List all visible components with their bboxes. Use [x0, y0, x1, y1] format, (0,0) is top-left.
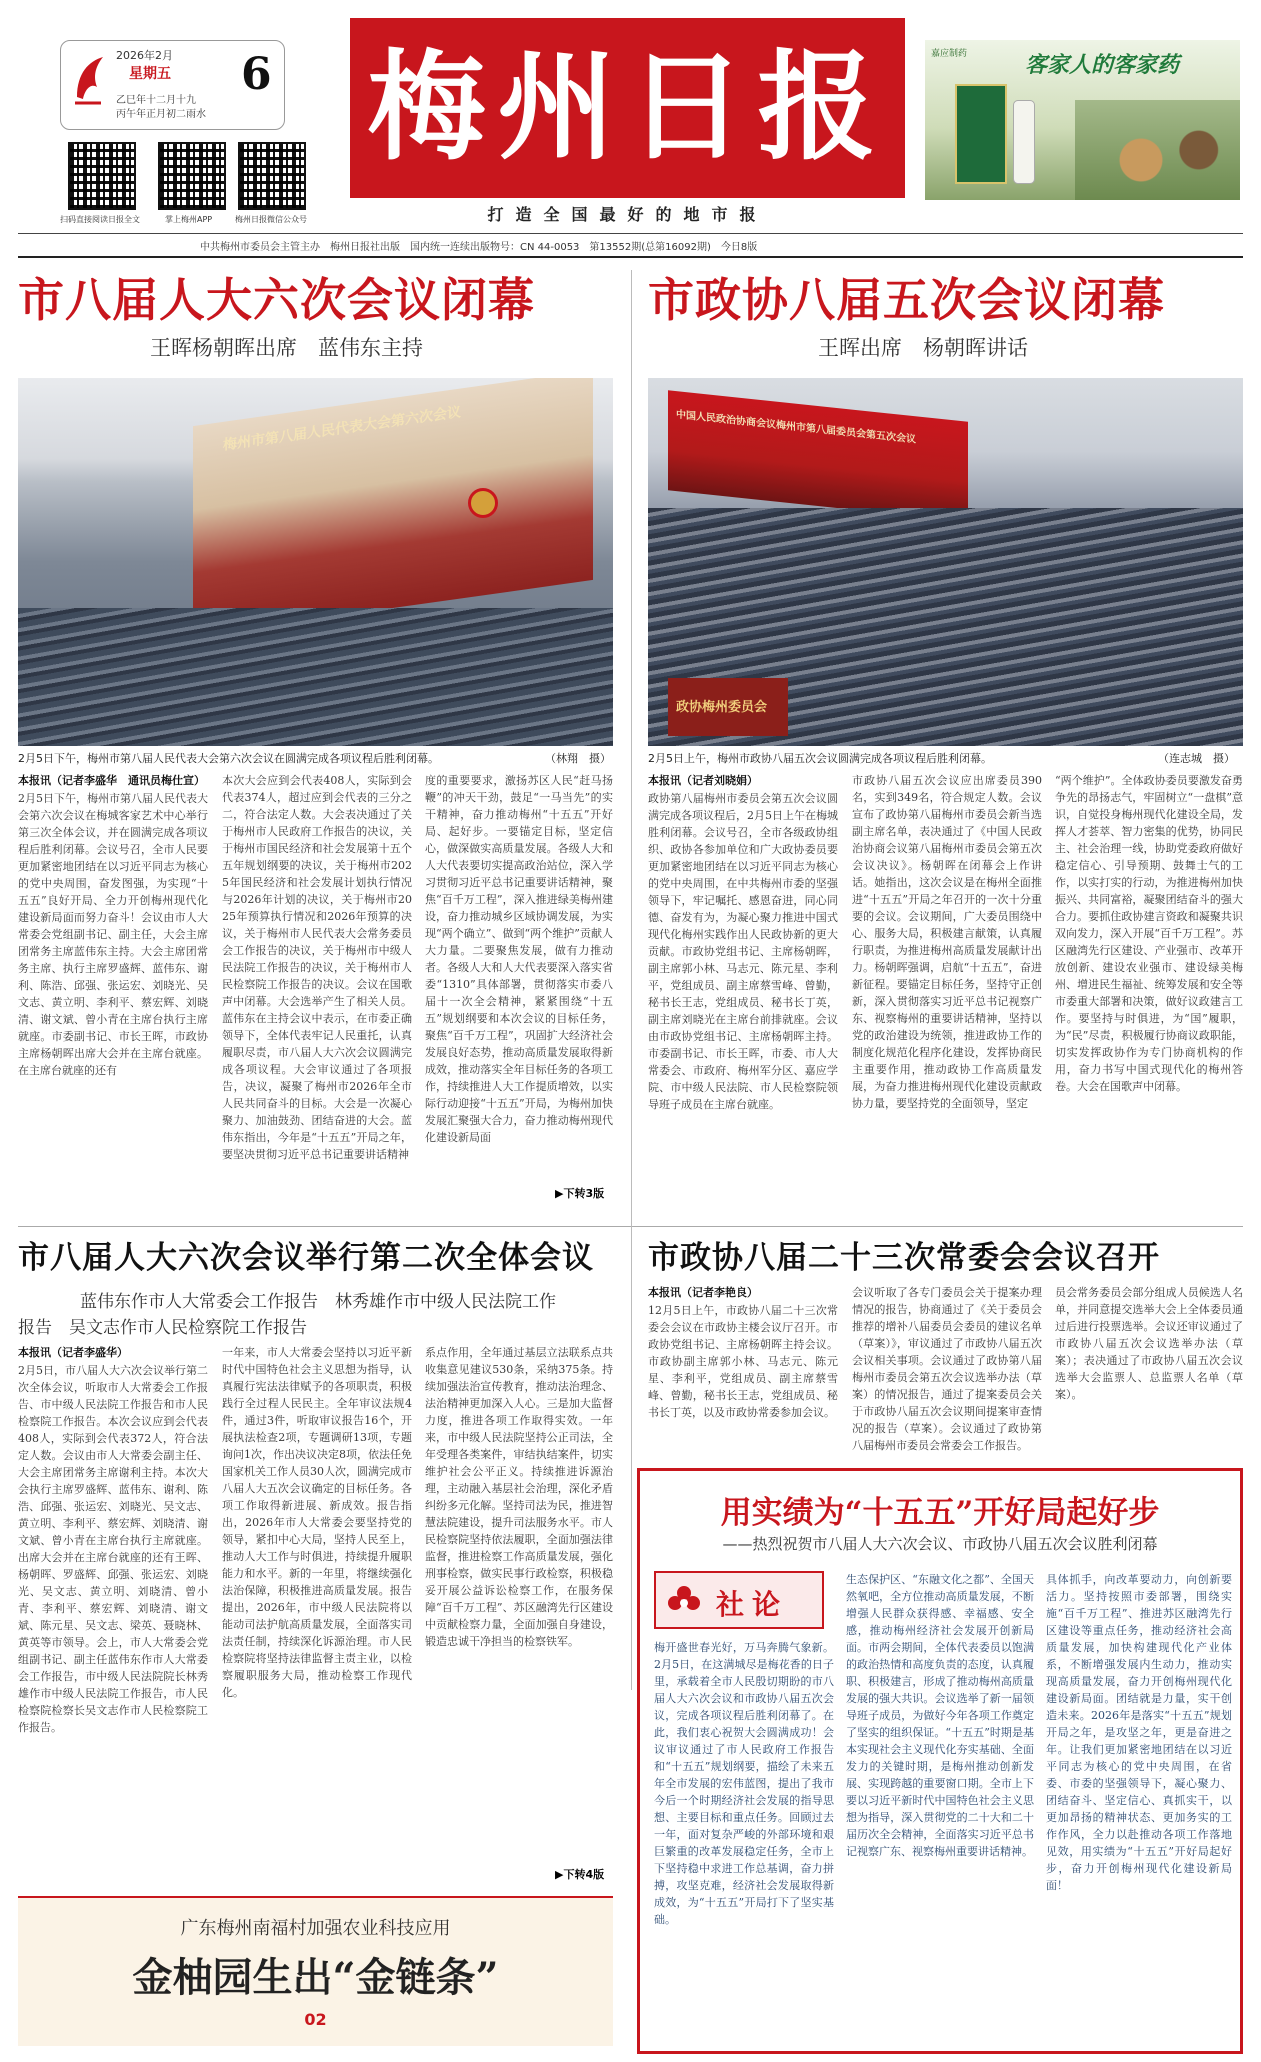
column-rule — [631, 270, 632, 1690]
byline: 本报讯（记者李艳良） — [648, 1286, 758, 1299]
photo-cppcc-closing — [648, 378, 1243, 746]
weekday: 星期五 — [129, 66, 171, 82]
article-column: 市政协八届五次会议应出席委员390名，实到349名，符合规定人数。会议宣布了政协第八届梅州市委员会新当选副主席名单，表决通过了《中国人民政治协商会议第八届梅州市委员会第五次会议决议》。杨朝晖在闭幕会上作讲话。她指出，这次会议是在梅州全面推进“十五五”开局之年召开的一次十分重要的会议。会议期间，广大委员围绕中心、服务大局，积极建言献策，认真履行职责，为推进梅州高质量发展献计出力。杨朝晖强调，启航“十五五”，奋进新征程。要锚定目标任务，坚持守正创新，深入贯彻落实习近平总书记视察广东、视察梅州的重要讲话精神，坚持以党的政治建设为统领，推进政协工作的制度化规范化程序化建设，发挥协商民主重要作用，推动政协工作高质量发展，为奋力推进梅州现代化建设贡献政协力量，要坚持党的全面领导，坚定 — [852, 774, 1042, 1110]
logo-icon — [71, 53, 107, 105]
article-column: 2月5日下午，梅州市第八届人民代表大会第六次会议在梅城客家艺术中心举行第三次全体会议，并在圆满完成各项议程后胜利闭幕。会议号召，全市人民要更加紧密地团结在以习近平同志为核心的党中央周围，奋发图强，为实现“十五五”良好开局、全力开创梅州现代化建设新局面而努力奋斗！会议由市人大常委会党组副书记、副主任，大会主席团常务主席蓝伟东主持。大会主席团常务主席、执行主席罗盛辉、蓝伟东、谢利、陈浩、邱强、张运宏、刘晓光、吴文志、黄立明、李利平、蔡宏辉、刘晓清、谢文斌、曾小青在主席台执行主席就座。市委副书记、市长王晖，市政协主席杨朝晖出席大会并在主席台就座。在主席台就座的还有 — [18, 792, 208, 1077]
continued-link[interactable]: ▶下转4版 — [555, 1868, 605, 1881]
info-bar-rule — [18, 256, 1243, 258]
headline[interactable]: 市政协八届五次会议闭幕 — [648, 273, 1165, 327]
article-column: 会议听取了各专门委员会关于提案办理情况的报告，协商通过了《关于委员会推荐的增补八届委员会委员的建议名单（草案）》，审议通过了市政协八届五次会议相关事项。会议通过了政协第八届梅州市委员会第五次会议选举办法（草案）的情况报告，通过了提案委员会关于市政协八届五次会议期间提案审查情况的报告（草案）。会议通过了政协第八届梅州市委员会常委会工作报告。 — [852, 1286, 1042, 1452]
article-column: 12月5日上午，市政协八届二十三次常委会会议在市政协主楼会议厅召开。市政协党组书记、主席杨朝晖主持会议。市政协副主席郭小林、马志元、陈元星、李利平，党组成员、副主席蔡雪峰、曾勤，秘书长王志，党组成员、秘书长丁英，以及市政协常委参加会议。 — [648, 1304, 838, 1419]
photo-credit: （林翔 摄） — [545, 752, 611, 765]
promo-box[interactable] — [18, 1896, 613, 2046]
byline: 本报讯（记者李盛华 通讯员梅仕宣） — [18, 774, 205, 787]
article-column: 政协第八届梅州市委员会第五次会议圆满完成各项议程后，2月5日上午在梅城胜利闭幕。会议号召，全市各级政协组织、政协各参加单位和广大政协委员要更加紧密地团结在以习近平同志为核心的党中央周围，在中共梅州市委的坚强领导下，牢记嘱托、感恩奋进，同心同德、奋发有为，为凝心聚力推进中国式现代化梅州实践作出人民政协新的更大贡献。市政协党组书记、主席杨朝晖，副主席郭小林、马志元、陈元星、李利平，党组成员、副主席蔡雪峰、曾勤，秘书长王志，党组成员、秘书长丁英，副主席刘晓光在主席台前排就座。会议由市政协党组书记、主席杨朝晖主持。市委副书记、市长王晖，市委、市人大常委会、市政府、梅州军分区、嘉应学院、市中级人民法院、市人民检察院领导班子成员在主席台就座。 — [648, 792, 838, 1111]
product-bottle-icon — [1013, 100, 1035, 184]
podium-label: 政协梅州委员会 — [676, 700, 768, 715]
lunar-date-1: 乙巳年十二月十九 — [116, 95, 196, 106]
photo-npc-closing — [18, 378, 613, 746]
article-byline — [648, 1284, 838, 1302]
photo-caption: 2月5日下午，梅州市第八届人民代表大会第六次会议在圆满完成各项议程后胜利闭幕。 — [18, 752, 439, 765]
lunar-date-2: 丙午年正月初二雨水 — [116, 109, 206, 120]
byline: 本报讯（记者刘晓娟） — [648, 774, 758, 787]
editorial-column: 生态保护区、“东融文化之都”、全国天然氧吧，全方位推动高质量发展，不断增强人民群众获得感、幸福感、安全感，推动梅州经济社会发展开创新局面。市两会期间，全体代表委员以饱满的政治热情和高度负责的态度，认真履职、积极建言，形成了推动梅州高质量发展的强大共识。会议选举了新一届领导班子成员，为做好今年各项工作奠定了坚实的组织保证。“十五五”时期是基本实现社会主义现代化夯实基础、全面发力的关键时期，是梅州推动创新发展、实现跨越的重要窗口期。全市上下要以习近平新时代中国特色社会主义思想为指导，深入贯彻党的二十大和二十届历次全会精神，全面落实习近平总书记视察广东、视察梅州重要讲话精神。 — [846, 1573, 1034, 1858]
newspaper-title: 梅州日报 — [367, 37, 888, 176]
subhead: 王晖出席 杨朝晖讲话 — [818, 336, 1028, 360]
article-column: 一年来，市人大常委会坚持以习近平新时代中国特色社会主义思想为指导，认真履行宪法法律赋予的各项职责，积极践行全过程人民民主。全年审议法规4件，通过3件，听取审议报告16个，开展执法检查2项，专题调研13项，专题询问1次，作出决议决定8项，依法任免国家机关工作人员30人次，圆满完成市八届人大五次会议确定的目标任务。各项工作取得新进展、新成效。报告指出，2026年市人大常委会要坚持党的领导，紧扣中心大局，坚持人民至上，推动人大工作与时俱进，持续提升履职能力和水平。新的一年里，将继续强化法治保障，积极推进高质量发展。报告提出，2026年，市中级人民法院将以能动司法护航高质量发展，全面落实司法责任制，持续深化诉源治理。市人民检察院将坚持法律监督主责主业，以检察履职服务大局，推动检察工作现代化。 — [222, 1346, 412, 1699]
continued-link[interactable]: ▶下转3版 — [555, 1187, 605, 1200]
masthead — [0, 0, 1261, 235]
article-byline — [18, 772, 208, 790]
info-bar-rule — [18, 233, 1243, 234]
article-column: 员会常务委员会部分组成人员候选人名单，并同意提交选举大会上全体委员通过后进行投票选举。会议还审议通过了市政协八届五次会议选举办法（草案）；表决通过了市政协八届五次会议选举大会监票人、总监票人名单（草案）。 — [1055, 1286, 1243, 1401]
article-column: 系点作用，全年通过基层立法联系点共收集意见建议530条，采纳375条。持续加强法治宣传教育，推动法治理念、法治精神更加深入人心。三是加大监督力度，推进各项工作取得实效。一年来，市中级人民法院坚持公正司法，全年受理各类案件，审结执结案件，切实维护社会公平正义。持续推进诉源治理，主动融入基层社会治理，深化矛盾纠纷多元化解。坚持司法为民，推进智慧法院建设，提升司法服务水平。市人民检察院坚持依法履职，全面加强法律监督，推进检察工作高质量发展，强化刑事检察，做实民事行政检察，积极稳妥开展公益诉讼检察工作，在服务保障“百千万工程”、苏区融湾先行区建设中贡献检察力量，全面加强自身建设，锻造忠诚干净担当的检察铁军。 — [425, 1346, 613, 1648]
qr-code[interactable] — [238, 142, 306, 210]
article-byline — [648, 772, 838, 790]
title-block — [350, 18, 905, 198]
article-column: 2月5日，市八届人大六次会议举行第二次全体会议，听取市人大常委会工作报告、市中级人民法院工作报告和市人民检察院工作报告。本次会议应到会代表408人，实际到会代表372人，符合法定人数。会议由市人大常委会副主任、大会主席团常务主席谢利主持。本次大会执行主席罗盛辉、蓝伟东、谢利、陈浩、邱强、张运宏、刘晓光、吴文志、黄立明、李利平、蔡宏辉、刘晓清、谢文斌、曾小青在主席台执行主席就座。出席大会并在主席台就座的还有王晖、杨朝晖、罗盛辉、邱强、张运宏、刘晓光、吴文志、黄立明、刘晓清、曾小青、李利平、蔡宏辉、刘晓清、谢文斌、陈元星、吴文志、梁英、聂晓林、黄英等市领导。会上，市人大常委会党组副书记、副主任蓝伟东作市人大常委会工作报告，市中级人民法院院长林秀雄作市中级人民法院工作报告，市人民检察院检察长吴文志作市人民检察院工作报告。 — [18, 1364, 208, 1734]
headline[interactable]: 市政协八届二十三次常委会会议召开 — [648, 1240, 1160, 1276]
promo-page: 02 — [304, 2010, 327, 2029]
ad-brand: 客家人的客家药 — [1025, 52, 1180, 78]
page-number: 6 — [241, 49, 272, 100]
qr-code[interactable] — [158, 142, 226, 210]
qr-label: 梅州日报微信公众号 — [235, 215, 307, 224]
subhead: 蓝伟东作市人大常委会工作报告 林秀雄作市中级人民法院工作 — [80, 1292, 556, 1312]
product-box-icon — [955, 84, 1007, 184]
qr-code[interactable] — [68, 142, 136, 210]
article-column: 度的重要要求，激扬苏区人民“赶马扬鞭”的冲天干劲，鼓足“一马当先”的实干精神，奋力推动梅州“十五五”开好局、起好步。一要锚定目标，坚定信心，做深做实高质量发展。各级人大和人大代表要切实提高政治站位，深入学习贯彻习近平总书记重要讲话精神，聚焦“百千万工程”，深入推进绿美梅州建设，奋力推动城乡区域协调发展，为实现“两个确立”、做到“两个维护”贡献人大力量。二要聚焦发展，做有力推动者。各级人大和人大代表要深入落实省委“1310”具体部署，贯彻落实市委八届十一次全会精神，紧紧围绕“十五五”规划纲要和本次会议的目标任务，聚焦“百千万工程”，巩固扩大经济社会发展良好态势，推动高质量发展取得新成效，推动落实全年目标任务的各项工作，持续推进人大工作提质增效，以实际行动迎接“十五五”开局，为梅州加快发展汇聚强大合力，奋力推动梅州现代化建设新局面 — [425, 774, 613, 1144]
qr-label: 掌上梅州APP — [165, 215, 213, 224]
stage-banner: 中国人民政治协商会议梅州市第八届委员会第五次会议 — [676, 409, 916, 446]
audience — [18, 608, 613, 746]
ad-landscape — [1075, 100, 1240, 200]
editorial-badge — [654, 1571, 824, 1629]
promo-kicker: 广东梅州南福村加强农业科技应用 — [180, 1918, 451, 1939]
editorial-column: 具体抓手，向改革要动力，向创新要活力。坚持按照市委部署，围绕实施“百千万工程”、推进苏区融湾先行区建设等重点任务，推动经济社会高质量发展，加快构建现代化产业体系，不断增强发展内生动力，推动实现高质量发展，奋力开创梅州现代化建设新局面。团结就是力量，实干创造未来。2026年是落实“十五五”规划开局之年，是攻坚之年，更是奋进之年。让我们更加紧密地团结在以习近平同志为核心的党中央周围，在省委、市委的坚强领导下，凝心聚力、团结奋斗、坚定信心、真抓实干，以更加昂扬的精神状态、更加务实的工作作风，全力以赴推动各项工作落地见效，用实绩为“十五五”开好局起好步，奋力开创梅州现代化建设新局面！ — [1046, 1573, 1232, 1892]
emblem-icon — [468, 488, 498, 518]
date-box — [60, 40, 285, 130]
editorial-badge-label: 社论 — [716, 1588, 789, 1621]
slogan: 打造全国最好的地市报 — [487, 205, 768, 224]
qr-label: 扫码直接阅读日报全文 — [60, 215, 140, 224]
info-bar: 中共梅州市委员会主管主办 梅州日报社出版 国内统一连续出版物号：CN 44-0053 第13552期(总第16092期) 今日8版 — [200, 242, 758, 253]
flower-icon — [666, 1583, 702, 1619]
ad-company: 嘉应制药 — [931, 49, 968, 59]
article-byline — [18, 1344, 208, 1362]
photo-caption: 2月5日上午，梅州市政协八届五次会议圆满完成各项议程后胜利闭幕。 — [648, 752, 992, 765]
stage-banner: 梅州市第八届人民代表大会第六次会议 — [223, 404, 461, 454]
photo-credit: （连志城 摄） — [1158, 752, 1235, 765]
article-column: 本次大会应到会代表408人，实际到会代表374人，超过应到会代表的三分之二，符合法定人数。大会表决通过了关于梅州市人民政府工作报告的决议，关于梅州市国民经济和社会发展第十五个五年规划纲要的决议，关于梅州市2025年国民经济和社会发展计划执行情况与2026年计划的决议，关于梅州市2025年预算执行情况和2026年预算的决议，关于梅州市人民代表大会常务委员会工作报告的决议，关于梅州市中级人民法院工作报告的决议，关于梅州市人民检察院工作报告的决议。会议在国歌声中闭幕。大会选举产生了相关人员。蓝伟东在主持会议中表示，在市委正确领导下，全体代表牢记人民重托，认真履职尽责，市八届人大六次会议圆满完成各项议程。大会审议通过了各项报告，决议，凝聚了梅州市2026年全市人民共同奋斗的目标。大会是一次凝心聚力、加油鼓劲、团结奋进的大会。蓝伟东指出，今年是“十五五”开局之年，要坚决贯彻习近平总书记重要讲话精神 — [222, 774, 412, 1161]
subhead: 报告 吴文志作市人民检察院工作报告 — [18, 1318, 307, 1338]
subhead: 王晖杨朝晖出席 蓝伟东主持 — [150, 336, 423, 360]
byline: 本报讯（记者李盛华） — [18, 1346, 128, 1359]
article-column: “两个维护”。全体政协委员要激发奋勇争先的昂扬志气，牢固树立“一盘棋”意识，自觉投身梅州现代化建设全局，发挥人才荟萃、智力密集的优势，协同民主、社会治理一线，协助党委政府做好稳定信心、引导预期、鼓舞士气的工作，以实打实的行动，为推进梅州加快振兴、共同富裕，凝聚团结奋斗的强大合力。要抓住政协建言资政和凝聚共识双向发力，深入开展“百千万工程”。苏区融湾先行区建设、产业强市、改革开放创新、建设农业强市、建设绿美梅州、增进民生福祉、统筹发展和安全等市委重大部署和决策，做好议政建言工作。要坚持与时俱进，为“国”履职，为“民”尽责，积极履行协商议政职能，切实发挥政协作为专门协商机构的作用，奋力书写中国式现代化的梅州答卷。大会在国歌声中闭幕。 — [1055, 774, 1243, 1093]
editorial-column: 梅开盛世春光好，万马奔腾气象新。2月5日，在这满城尽是梅花香的日子里，承载着全市人民殷切期盼的市八届人大六次会议和市政协八届五次会议，完成各项议程后胜利闭幕了。在此，我们衷心祝贺大会圆满成功！会议审议通过了市人民政府工作报告和“十五五”规划纲要，描绘了未来五年全市发展的宏伟蓝图，提出了我市今后一个时期经济社会发展的指导思想、主要目标和重点任务。回顾过去一年，面对复杂严峻的外部环境和艰巨繁重的改革发展稳定任务，全市上下坚持稳中求进工作总基调，奋力拼搏，攻坚克难，经济社会发展取得新成效，为“十五五”开局打下了坚实基础。 — [654, 1641, 834, 1926]
promo-title: 金柚园生出“金链条” — [132, 1954, 499, 2001]
headline[interactable]: 市八届人大六次会议闭幕 — [18, 273, 535, 327]
headline[interactable]: 市八届人大六次会议举行第二次全体会议 — [18, 1240, 594, 1276]
issue-date: 2026年2月 — [116, 49, 173, 62]
editorial-subhead: ——热烈祝贺市八届人大六次会议、市政协八届五次会议胜利闭幕 — [722, 1535, 1158, 1553]
editorial-box — [637, 1468, 1243, 2054]
editorial-headline[interactable]: 用实绩为“十五五”开好局起好步 — [720, 1495, 1160, 1531]
advertisement[interactable] — [925, 40, 1240, 200]
